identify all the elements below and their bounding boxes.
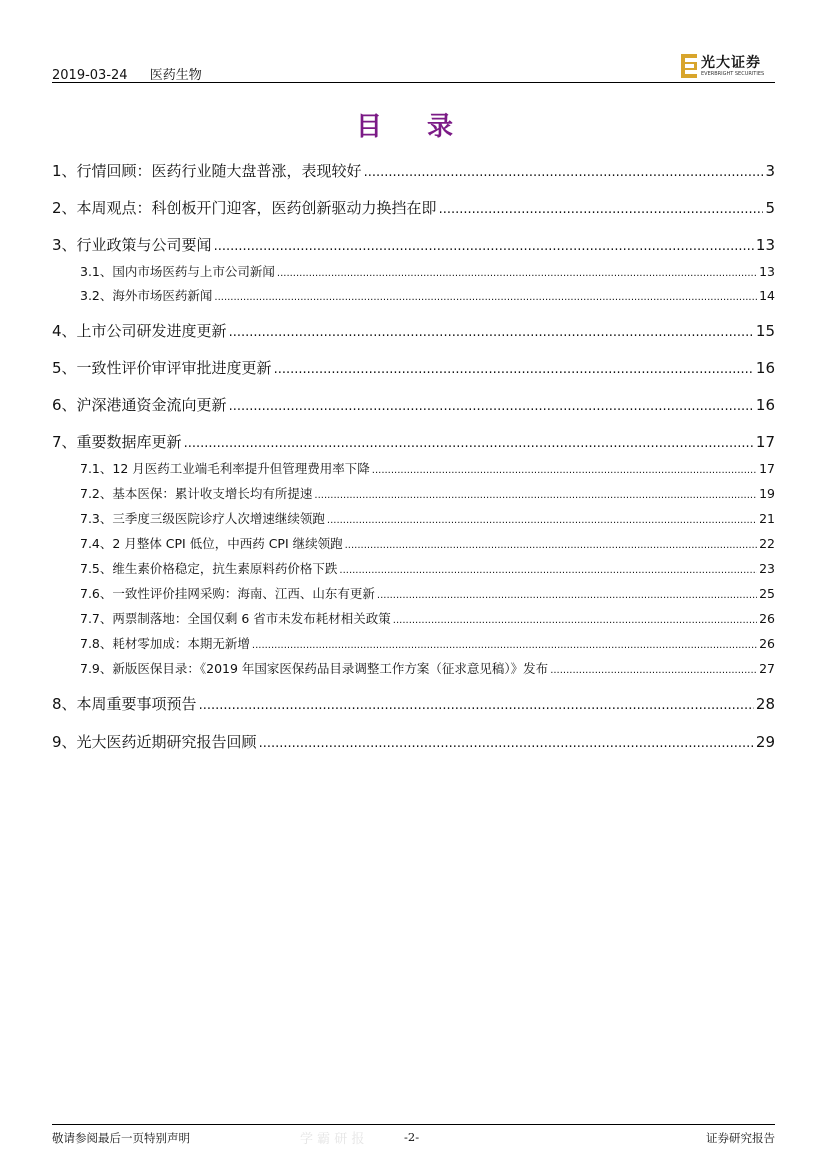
toc-leader-dots [439, 199, 764, 217]
toc-leader-dots [184, 433, 754, 451]
toc-entry-number: 5、 [52, 359, 77, 377]
toc-leader-dots [199, 695, 754, 713]
toc-section-entry[interactable] [52, 160, 775, 181]
toc-entry-number: 3.2、 [80, 288, 113, 303]
toc-entry-title: 两票制落地：全国仅剩 6 省市未发布耗材相关政策 [112, 611, 391, 626]
footer-divider [52, 1124, 775, 1125]
toc-entry-title: 沪深港通资金流向更新 [76, 396, 227, 414]
toc-entry-number: 3.1、 [80, 264, 113, 279]
toc-entry-page: 19 [759, 486, 775, 501]
toc-subsection-entry[interactable] [52, 534, 775, 552]
footer-disclaimer: 敬请参阅最后一页特别声明 [52, 1131, 190, 1145]
toc-section-entry[interactable] [52, 357, 775, 378]
footer-page-number: -2- [404, 1130, 420, 1144]
toc-entry-page: 3 [765, 162, 775, 180]
report-sector: 医药生物 [149, 68, 202, 83]
toc-entry-number: 1、 [52, 162, 77, 180]
toc-entry-title: 本周观点：科创板开门迎客，医药创新驱动力换挡在即 [76, 199, 437, 217]
toc-entry-page: 21 [759, 511, 775, 526]
toc-subsection-entry[interactable] [52, 509, 775, 527]
toc-leader-dots [277, 264, 757, 279]
toc-entry-title: 12 月医药工业端毛利率提升但管理费用率下降 [112, 461, 370, 476]
toc-leader-dots [393, 611, 757, 626]
toc-entry-title: 耗材零加成：本期无新增 [112, 636, 250, 651]
toc-leader-dots [327, 511, 757, 526]
toc-entry-number: 6、 [52, 396, 77, 414]
toc-entry-page: 17 [759, 461, 775, 476]
toc-leader-dots [345, 536, 757, 551]
toc-entry-title: 上市公司研发进度更新 [76, 322, 227, 340]
toc-entry-number: 7.8、 [80, 636, 113, 651]
toc-entry-number: 7.6、 [80, 586, 113, 601]
toc-entry-number: 7.7、 [80, 611, 113, 626]
toc-leader-dots [229, 396, 754, 414]
toc-leader-dots [259, 733, 754, 751]
toc-entry-number: 7.9、 [80, 661, 113, 676]
toc-entry-number: 7.1、 [80, 461, 113, 476]
toc-leader-dots [314, 486, 757, 501]
toc-entry-page: 25 [759, 586, 775, 601]
logo-subtitle: EVERBRIGHT SECURITIES [701, 71, 765, 77]
toc-subsection-entry[interactable] [52, 262, 775, 280]
toc-entry-number: 7.4、 [80, 536, 113, 551]
toc-entry-title: 行情回顾：医药行业随大盘普涨，表现较好 [76, 162, 362, 180]
toc-entry-page: 29 [755, 733, 775, 751]
toc-section-entry[interactable] [52, 197, 775, 218]
toc-entry-title: 新版医保目录：《2019 年国家医保药品目录调整工作方案（征求意见稿）》发布 [112, 661, 549, 676]
toc-leader-dots [372, 461, 757, 476]
toc-subsection-entry[interactable] [52, 634, 775, 652]
toc-subsection-entry[interactable] [52, 559, 775, 577]
toc-leader-dots [274, 359, 754, 377]
toc-entry-page: 16 [755, 396, 775, 414]
toc-section-entry[interactable] [52, 693, 775, 714]
toc-entry-title: 2 月整体 CPI 低位，中西药 CPI 继续领跑 [112, 536, 343, 551]
toc-leader-dots [364, 162, 764, 180]
toc-title: 目 录 [355, 112, 472, 142]
toc-section-entry[interactable] [52, 320, 775, 341]
toc-entry-title: 行业政策与公司要闻 [76, 236, 212, 254]
toc-entry-page: 17 [755, 433, 775, 451]
footer-report-type: 证券研究报告 [706, 1131, 775, 1145]
toc-subsection-entry[interactable] [52, 459, 775, 477]
toc-subsection-entry[interactable] [52, 286, 775, 304]
toc-entry-number: 8、 [52, 695, 77, 713]
toc-entry-title: 光大医药近期研究报告回顾 [76, 733, 257, 751]
toc-entry-title: 一致性评价挂网采购：海南、江西、山东有更新 [112, 586, 375, 601]
toc-entry-number: 7.5、 [80, 561, 113, 576]
toc-entry-page: 26 [759, 636, 775, 651]
toc-section-entry[interactable] [52, 394, 775, 415]
toc-section-entry[interactable] [52, 731, 775, 752]
header-info [52, 64, 220, 83]
toc-subsection-entry[interactable] [52, 484, 775, 502]
toc-entry-page: 23 [759, 561, 775, 576]
toc-leader-dots [550, 661, 757, 676]
watermark: 学 霸 研 报 [300, 1132, 365, 1147]
toc-entry-title: 三季度三级医院诊疗人次增速继续领跑 [112, 511, 325, 526]
toc-entry-page: 5 [765, 199, 775, 217]
toc-entry-number: 9、 [52, 733, 77, 751]
toc-entry-number: 4、 [52, 322, 77, 340]
toc-leader-dots [339, 561, 757, 576]
logo-text: 光大证券 [701, 55, 761, 71]
toc-entry-number: 7.3、 [80, 511, 113, 526]
toc-entry-title: 重要数据库更新 [76, 433, 182, 451]
toc-entry-number: 7、 [52, 433, 77, 451]
toc-leader-dots [214, 236, 754, 254]
toc-entry-page: 13 [755, 236, 775, 254]
toc-section-entry[interactable] [52, 234, 775, 255]
toc-leader-dots [229, 322, 754, 340]
toc-subsection-entry[interactable] [52, 609, 775, 627]
toc-entry-page: 27 [759, 661, 775, 676]
toc-entry-page: 28 [755, 695, 775, 713]
toc-entry-title: 海外市场医药新闻 [112, 288, 213, 303]
logo-mark-icon [681, 54, 697, 78]
toc-entry-number: 2、 [52, 199, 77, 217]
header-divider [52, 82, 775, 83]
page-header [52, 50, 775, 84]
toc-entry-title: 本周重要事项预告 [76, 695, 197, 713]
toc-entry-title: 维生素价格稳定，抗生素原料药价格下跌 [112, 561, 338, 576]
report-date: 2019-03-24 [52, 68, 128, 83]
toc-entry-title: 一致性评价审评审批进度更新 [76, 359, 272, 377]
toc-leader-dots [377, 586, 757, 601]
toc-entry-number: 3、 [52, 236, 77, 254]
toc-entry-page: 16 [755, 359, 775, 377]
toc-leader-dots [214, 288, 757, 303]
everbright-logo [681, 52, 773, 80]
toc-subsection-entry[interactable] [52, 659, 775, 677]
toc-entry-title: 国内市场医药与上市公司新闻 [112, 264, 275, 279]
toc-entry-page: 26 [759, 611, 775, 626]
toc-leader-dots [252, 636, 757, 651]
toc-entry-page: 15 [755, 322, 775, 340]
toc-subsection-entry[interactable] [52, 584, 775, 602]
toc-entry-title: 基本医保：累计收支增长均有所提速 [112, 486, 313, 501]
toc-entry-page: 13 [759, 264, 775, 279]
toc-entry-page: 22 [759, 536, 775, 551]
toc-entry-number: 7.2、 [80, 486, 113, 501]
toc-entry-page: 14 [759, 288, 775, 303]
toc-section-entry[interactable] [52, 431, 775, 452]
